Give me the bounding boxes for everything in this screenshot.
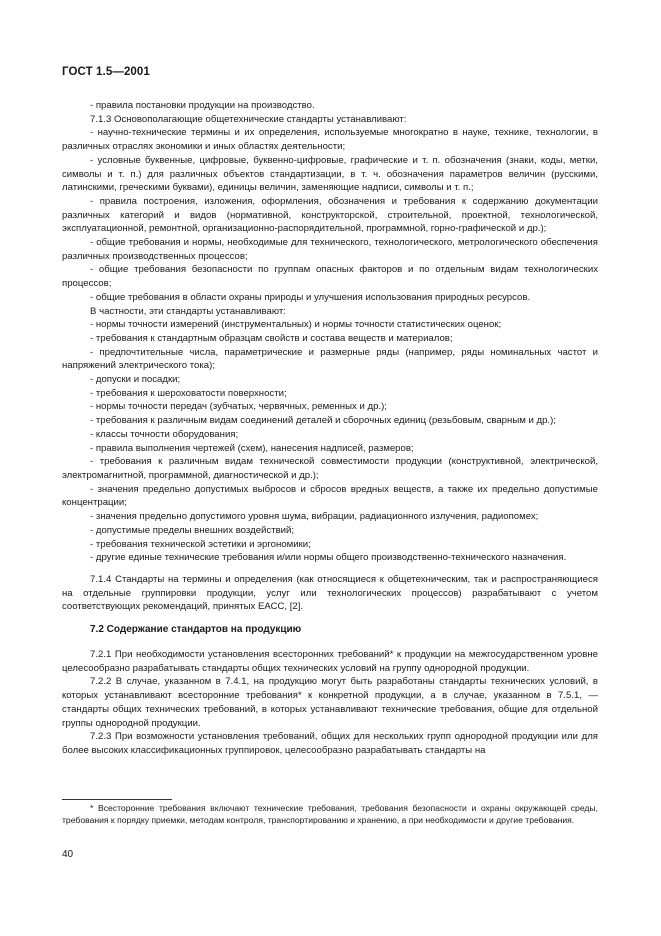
paragraph: - значения предельно допустимых выбросов и сбросов вредных веществ, а также их предельно допустимые концентрации; — [62, 483, 598, 509]
paragraph: 7.2.1 При необходимости установления всесторонних требований* к продукции на межгосударственном уровне целесообразно разрабатывать стандарты общих технических условий на группу однородной продукции. — [62, 649, 598, 674]
paragraph: - требования технической эстетики и эргономики; — [90, 538, 311, 550]
paragraph: - нормы точности передач (зубчатых, червячных, ременных и др.); — [90, 401, 387, 413]
footnote — [62, 802, 598, 827]
paragraph: - правила построения, изложения, оформления, обозначения и требования к содержанию документации различных категорий и видов (нормативной, конструкторской, строительной, проектной, технологической, эксплуатационной, ремонтной, организационно-распорядительной, программной, горно-графической и др.); — [62, 195, 598, 235]
page-number: 40 — [62, 849, 74, 860]
paragraph: - предпочтительные числа, параметрические и размерные ряды (например, ряды номинальных частот и напряжений электрического тока); — [62, 346, 598, 372]
paragraph: 7.1.4 Стандарты на термины и определения (как относящиеся к общетехническим, так и распространяющиеся на отдельные группировки продукции, услуг или технологических процессов) разрабатывают с учетом соответствующих рекомендаций, принятых ЕАСС, [2]. — [62, 573, 598, 613]
paragraph: - требования к различным видам соединений деталей и сборочных единиц (резьбовым, сварным и др.); — [90, 415, 556, 427]
paragraph: В частности, эти стандарты устанавливают: — [90, 305, 286, 317]
paragraph: - правила выполнения чертежей (схем), нанесения надписей, размеров; — [90, 442, 414, 454]
paragraph: - другие единые технические требования и/или нормы общего производственно-технического назначения. — [90, 552, 567, 564]
paragraph: - требования к стандартным образцам свойств и состава веществ и материалов; — [90, 332, 453, 344]
footnote-divider — [62, 799, 172, 800]
paragraph: - условные буквенные, цифровые, буквенно-цифровые, графические и т. п. обозначения (знаки, коды, метки, символы и т. п.) для различных объектов стандартизации, в т. ч. обозначения параметров величин (русскими, латинскими, греческими буквами), единицы величин, заменяющие надписи, символы и т. п.; — [62, 154, 598, 194]
page-header: ГОСТ 1.5—2001 — [62, 66, 150, 78]
footnote-text: * Всесторонние требования включают технические требования, требования безопасности и охраны окружающей среды, требования к порядку приемки, методам контроля, транспортированию и хранению, а при необходимости и другие требования. — [62, 803, 598, 826]
paragraph: - научно-технические термины и их определения, используемые многократно в науке, технике, технологии, в различных отраслях экономики и иных областях деятельности; — [62, 127, 598, 153]
paragraph: - значения предельно допустимого уровня шума, вибрации, радиационного излучения, радиопомех; — [90, 511, 539, 523]
paragraph: - требования к различным видам технической совместимости продукции (конструктивной, электрической, электромагнитной, программной, диагностической и др.); — [62, 456, 598, 481]
paragraph: - допустимые пределы внешних воздействий; — [90, 524, 295, 536]
paragraph: - допуски и посадки; — [90, 374, 181, 386]
section-heading: 7.2 Содержание стандартов на продукцию — [90, 624, 302, 636]
paragraph: 7.2.2 В случае, указанном в 7.4.1, на продукцию могут быть разработаны стандарты технических условий, в которых устанавливают всесторонние требования* к конкретной продукции, а в случае, указанном в 7.5.1, — стандарты общих технических требований, в которых устанавливают технические требования, общие для отдельной группы однородной продукции. — [62, 676, 598, 729]
paragraph: - нормы точности измерений (инструментальных) и нормы точности статистических оценок; — [90, 319, 502, 331]
paragraph: - общие требования и нормы, необходимые для технического, технологического, метрологического обеспечения различных производственных процессов; — [62, 237, 598, 262]
document-body — [62, 99, 598, 758]
paragraph: 7.2.3 При возможности установления требований, общих для нескольких групп однородной продукции или для более высоких классификационных группировок, целесообразно разрабатывать стандарты на — [62, 731, 598, 756]
paragraph: - правила постановки продукции на производство. — [90, 100, 315, 111]
paragraph: - общие требования в области охраны природы и улучшения использования природных ресурсов. — [90, 291, 531, 303]
paragraph: - классы точности оборудования; — [90, 428, 239, 440]
paragraph: 7.1.3 Основополагающие общетехнические стандарты устанавливают: — [90, 113, 407, 125]
paragraph: - требования к шероховатости поверхности; — [90, 387, 287, 399]
paragraph: - общие требования безопасности по группам опасных факторов и по отдельным видам технологических процессов; — [62, 264, 598, 290]
